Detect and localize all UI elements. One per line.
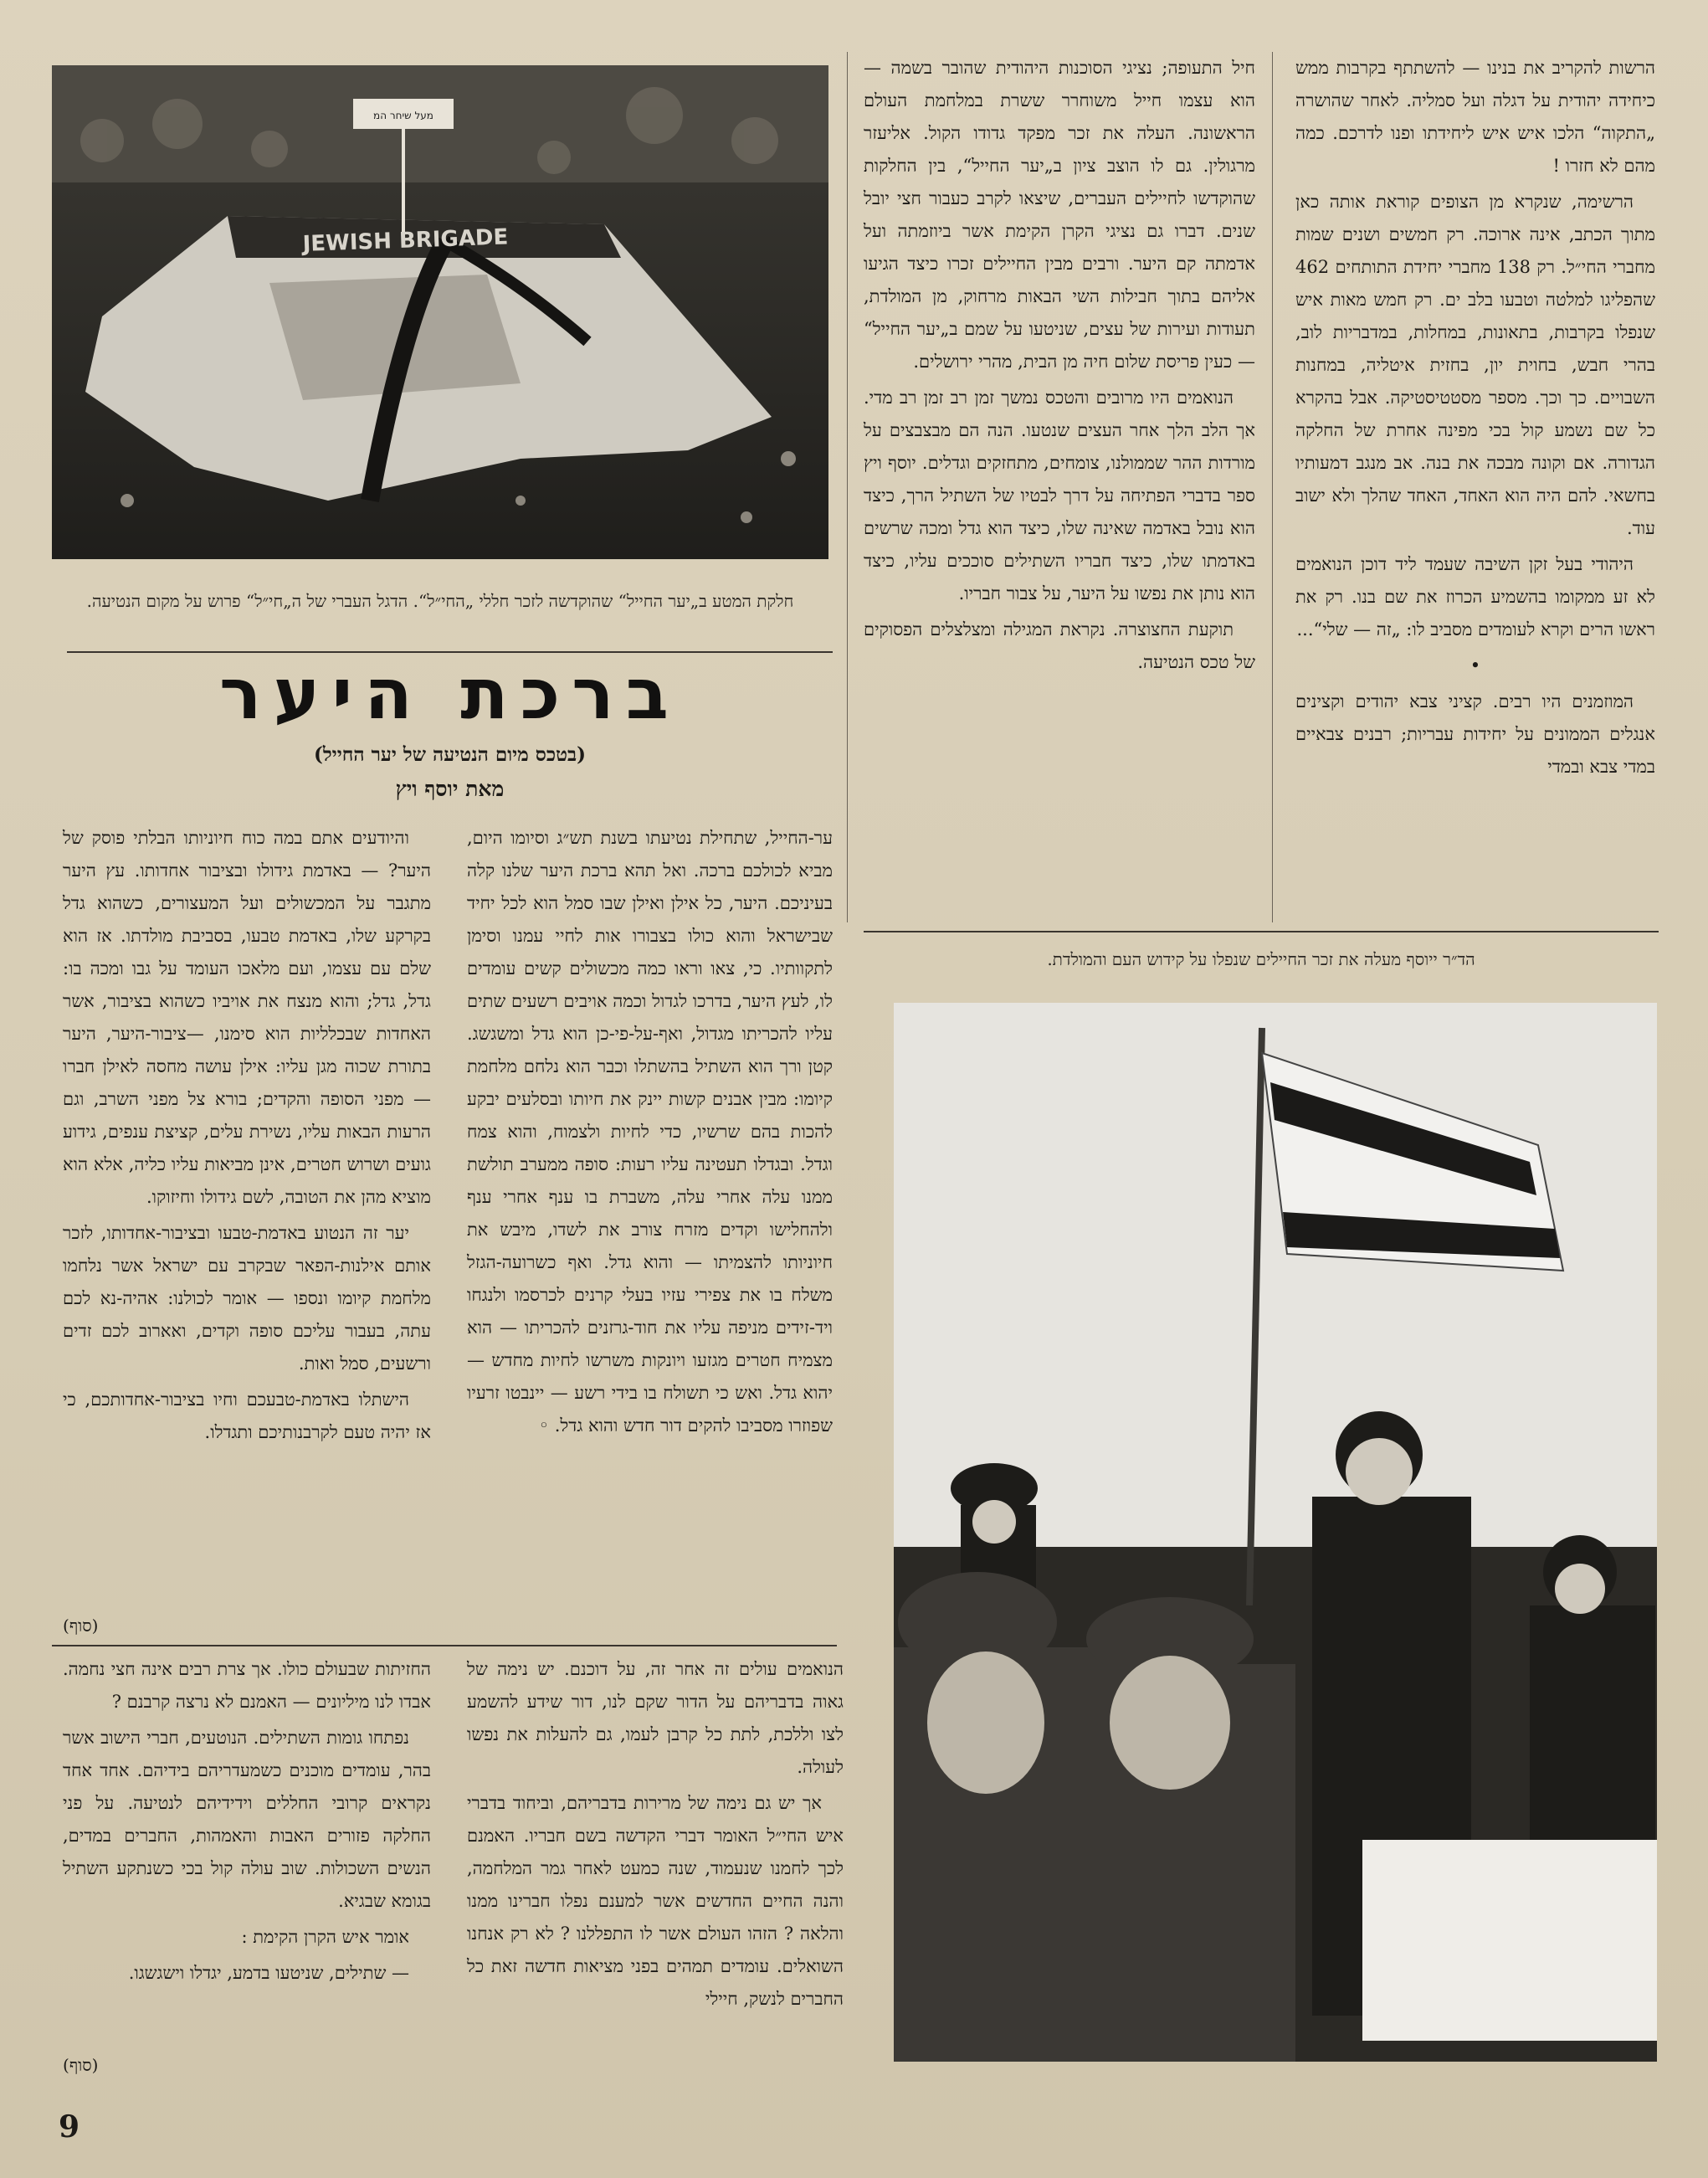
report-paragraph: הרשימה, שנקרא מן הצופים קוראת אותה כאן מתוך הכתב, אינה ארוכה. רק חמשים ושנים שמות מחברי החי״ל. רק 138 מחברי יחידת התותחים 462 שהפליגו למלטה וטבעו בלב ים. רק חמש מאות איש שנפלו בקרבות, בתאונות, במחלות, במדבריות לוב, בהרי חבש, בחוית יון, בחזית איטליה, במחנות השבויים. כך וכך. מספר מסטטיסטיקה. אבל בהקרא כל שם נשמע קול בכי מפינה אחרת של החלקה הגדורה. אם וקונה מבכה את בנה. אב מנגב דמעותיו בחשאי. להם היה הוא האחד, האחד שהלך ולא ישוב עוד. — [1295, 192, 1655, 538]
report-paragraph: היהודי בעל זקן השיבה שעמד ליד דוכן הנואמים לא זע ממקומו בהשמיע הכרוז את שם בנו. רק את ראשו הרים וקרא לעומדים מסביב לו: „זה — שלי“... — [1295, 554, 1655, 640]
report-column-near-right — [864, 52, 1255, 922]
article-paragraph: ער-החייל, שתחילת נטיעתו בשנת תש״ג וסיומו היום, מביא לכולכם ברכה. ואל תהא ברכת היער שלנו קלה בעיניכם. היער, כל אילן ואילן שבו סמל הוא לכל יחיד שבישראל והוא כולו בצבורו אות לחיי עמנו וסימן לתקוותיו. כי, צאו וראו כמה מכשולים קשים עומדים לו, לעץ היער, בדרכו לגדול וכמה אויבים רשעים שתים עליו להכריתו מגדול, ואף-על-פי-כן הוא גדל ומשגשג. קטן ורך הוא השתיל בהשתלו וכבר הוא נלחם מלחמת קיומו: מבין אבנים קשות יינק את חיותו ובסלעים יבקע להכות בהם שרשיו, כדי לחיות ולצמוח, והוא צמח וגדל. ובגדלו תעטינה עליו רעות: סופה ממערב תולשת ממנו עלה אחרי עלה, משברת בו ענף אחרי ענף ולהחלישו וקדים מזרח צורב את לשדו, מיבש את חיוניותו להצמיתו — והוא גדל. ואף כשרועה-הגזל משלח בו את צפירי עזיו בעלי קרנים לכרסמו ולנגחו ויד-זידים מניפה עליו את חוד-גרזנים להכריתו — הוא מצמיח חטרים מגזעו ויונקות משרשו לחיות מחדש — יהוא גדל. ואש כי תשולח בו בידי רשע — יינבטו זרעיו שפוזרו מסביבו להקים דור חדש והוא גדל. ◦ — [467, 828, 833, 1436]
report-paragraph: נפתחו גומות השתילים. הנוטעים, חברי הישוב אשר בהר, עומדים מוכנים כשמעדריהם בידיהם. אחד אחד נקראים קרובי החללים וידידיהם לנטיעה. על פני החלקה פזורים האבות והאמהות, החברים במדים, הנשים השכולות. שוב עולה קול בכי כשנתקע השתיל בגומא שבגיא. — [63, 1728, 431, 1911]
bottom-photo-caption: הד״ר ייוסף מעלה את זכר החיילים שנפלו על קידוש העם והמולדת. — [1047, 949, 1475, 969]
page-number: 9 — [59, 2109, 80, 2145]
report-paragraph: הרשות להקריב את בנינו — להשתתף בקרבות ממש כיחידה יהודית על דגלה ועל סמליה. לאחר שהושרה „התקוה“ הלכו איש איש ליחידתו ופנו לדרכם. כמה מהם לא חזרו ! — [1295, 58, 1655, 176]
report-column-far-right — [1295, 52, 1655, 922]
column-divider — [1272, 52, 1273, 922]
report-paragraph: הנואמים עולים זה אחר זה, על דוכנם. יש נימה של גאוה בדבריהם על הדור שקם לנו, דור שידע להשמע לצו וללכת, לתת כל קרבן לעמו, גם להעלות את נפשו לעולה. — [467, 1659, 844, 1777]
article-subtitle: (בטכס מיום הנטיעה של יער החייל) — [314, 743, 586, 766]
report-paragraph: אך יש גם נימה של מרירות בדבריהם, וביחוד בדברי איש החי״ל האומר דברי הקדשה בשם חבריו. האמנם לכך לחמנו שנעמוד, שנה כמעט לאחר גמר המלחמה, והנה החיים החדשים אשר למענם נפלו חברינו ממנו והלאה ? הזהו העולם אשר לו התפללנו ? לא רק אנחנו השואלים. עומדים תמהים בפני מציאות חדשה זאת כל החברים לנשק, חיילי — [467, 1793, 844, 2009]
report-paragraph: אומר איש הקרן הקימת : — [241, 1927, 409, 1947]
article-column-left — [63, 822, 431, 1600]
report-bottom-rule — [864, 931, 1659, 932]
end-mark: (סוף) — [63, 1616, 99, 1636]
report-paragraph: הנואמים היו מרובים והטכס נמשך זמן רב זמן רב מדי. אך הלב הלך אחר העצים שנטעו. הנה הם מבצבצים על מורדות ההר שממולנו, צומחים, מתחזקים וגדלים. יוסף ויץ ספר בדברי הפתיחה על דרך לבטיו של השתיל הרך, כיצד הוא נובל באדמה שאינה שלו, כיצד הוא גדל ומכה שרשים באדמתו שלו, כיצד חבריו השתילים סוככים עליו, כיצד הוא נותן את נפשו על היער, על צבור חבריו. — [864, 388, 1255, 604]
ceremony-speaker-photo — [894, 1003, 1657, 2062]
top-photo-caption: חלקת המטע ב„יער החייל“ שהוקדשה לזכר חללי „החי״ל“. הדגל העברי של ה„חי״ל“ פרוש על מקום הנטיעה. — [86, 591, 794, 611]
article-paragraph: והיודעים אתם במה כוח חיוניותו הבלתי פוסק של היער? — באדמת גידולו ובציבור אחדותו. עץ היער מתגבר על המכשולים ועל המעצורים, כשהוא גדל בקרקע שלו, באדמת טבעו, בסביבת מולדתו. אז הוא שלם עם עצמו, ועם מלאכו העומד על גבו ומכה בו: גדל, גדל; והוא מנצח את אויביו כשהוא בציבור, אשר האחדות שבכלליות הוא סימנו, —ציבור-היער, היער בתורת שכוה מגן עליו: אילן עושה מחסה לאילן חברו — מפני הסופה והקדים; בורא צל מפני השרב, וגם הרעות הבאות עליו, נשירת עלים, קציצת ענפים, גידוע גועים ושרוש חטרים, אינן מביאות עליו כליה, אלא הוא מוציא מהן את הטובה, לשם גידולו וחיזוקו. — [63, 828, 431, 1207]
article-byline: מאת יוסף ויץ — [395, 777, 505, 801]
report-paragraph: — שתילים, שניטעו בדמע, יגדלו וישגשגו. — [128, 1963, 409, 1983]
bottom-column-middle — [467, 1653, 844, 2072]
article-bottom-rule — [52, 1645, 837, 1646]
report-paragraph: החזיתות שבעולם כולו. אך צרת רבים אינה חצי נחמה. אבדו לנו מיליונים — האמנם לא נרצה קרבנם ? — [63, 1659, 431, 1712]
article-paragraph: יער זה הנטוע באדמת-טבעו ובציבור-אחדותו, לזכר אותם אילנות-הפאר שבקרב עם ישראל אשר נלחמו מלחמת קיומו ונספו — אומר לכולנו: אהיה-נא לכם עתה, בעבור עליכם סופה וקדים, ואארוב לכם זדים ורשעים, סמל ואות. — [63, 1223, 431, 1374]
bottom-column-left — [63, 1653, 431, 2038]
section-bullet: • — [1469, 655, 1481, 675]
report-paragraph: חיל התעופה; נציגי הסוכנות היהודית שהובר בשמה — הוא עצמו חייל משוחרר ששרת במלחמת העולם הראשונה. העלה את זכר מפקד גדודו הקול. אליעזר מרגולין. גם לו הוצב ציון ב„יער החייל“, בין החלקות שהוקדשו לחיילים העברים, שיצאו לקרב כעבור חצי יובל שנים. דברו גם נציגי הקרן הקימת אשר ביוזמתה ועל אדמתה קם היער. ורבים מבין החיילים זכרו כיצד הגיעו אליהם בתוך חבילות השי הבאות מרחוק, מן המולדת, תעודות ועירות של עצים, שניטעו על שמם ב„יער החייל“ — כעין פריסת שלום חיה מן הבית, מהרי ירושלים. — [864, 58, 1255, 372]
article-column-right — [467, 822, 833, 1642]
column-divider — [847, 52, 848, 922]
forest-plot-photo — [52, 65, 828, 559]
report-paragraph: תוקעת החצוצרה. נקראת המגילה ומצלצלים הפסוקים של טכס הנטיעה. — [864, 619, 1255, 672]
flag-banner-text: JEWISH BRIGADE — [302, 224, 509, 257]
report-paragraph: המוזמנים היו רבים. קציני צבא יהודים וקצינים אנגלים הממונים על יחידות עבריות; רבנים צבאיים במדי צבא ובמדי — [1295, 691, 1655, 777]
name-sign-text: מעל שיחר המ — [373, 110, 433, 121]
end-mark: (סוף) — [63, 2055, 99, 2075]
article-paragraph: הישתלו באדמת-טבעכם וחיו בציבור-אחדותכם, כי אז יהיה טעם לקרבנותיכם ותגדלו. — [63, 1390, 431, 1442]
article-title: ברכת היער — [219, 653, 680, 735]
